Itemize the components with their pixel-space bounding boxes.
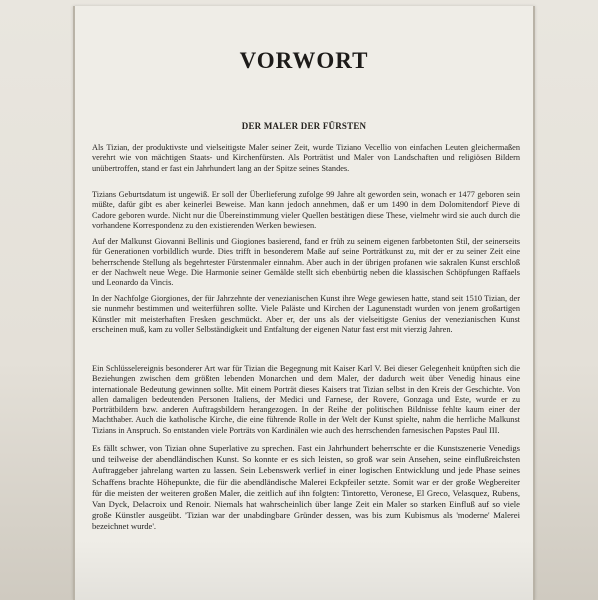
document-page <box>73 6 535 600</box>
paragraph-2: Tizians Geburtsdatum ist ungewiß. Er soll der Überlieferung zufolge 99 Jahre alt geworden sein, wonach er 1477 geboren sein müßte, dafür gibt es aber keinerlei Beweise. Man kann jedoch annehmen, daß er um 1490 in dem Dolomitendorf Pieve di Cadore geboren wurde. Nicht nur die Übereinstimmung vieler Quellen bestätigen diese These, vielmehr wird sie auch durch die vorhandene Korrespondenz zu den existierenden Werken bewiesen. <box>92 190 520 230</box>
document-subtitle: DER MALER DER FÜRSTEN <box>241 121 367 131</box>
paragraph-1: Als Tizian, der produktivste und vielseitigste Maler seiner Zeit, wurde Tiziano Vecellio von einfachen Leuten gleichermaßen verehrt wie von mächtigen Staats- und Kirchenfürsten. Als Porträtist und Maler von Landschaften und religiösen Bildern unübertroffen, stand er fast ein Jahrhundert lang an der Spitze seines Standes. <box>92 143 520 173</box>
photo-shadow <box>75 540 533 600</box>
paragraph-6: Es fällt schwer, von Tizian ohne Superlative zu sprechen. Fast ein Jahrhundert beherrschte er die Kunstszenerie Venedigs und teilweise der abendländischen Kunst. So konnte er es sich leisten, so groß war sein Ansehen, seine einflußreichsten Auftraggeber jahrelang warten zu lassen. Sein Lebenswerk verlief in einer logischen Entwicklung und jede Phase seines Schaffens brachte Höhepunkte, die für die abendländische Malerei Eckpfeiler setzte. Somit war er der große Wegbereiter für die meisten der weiteren großen Maler, die zeitlich auf ihn folgten: Tintoretto, Veronese, El Greco, Velasquez, Rubens, Van Dyck, Delacroix und Renoir. Niemals hat wahrscheinlich über lange Zeit ein Maler so starken Einfluß auf so viele große Künstler ausgeübt. 'Tizian war der unabdingbare Gründer dessen, was bis zum Kubismus als 'moderne' Malerei bezeichnet wurde'. <box>92 443 520 532</box>
paragraph-4: In der Nachfolge Giorgiones, der für Jahrzehnte der venezianischen Kunst ihre Wege gewiesen hatte, stand seit 1510 Tizian, der sie nunmehr bestimmen und weiterführen sollte. Viele Paläste und Kirchen der Lagunenstadt wurden von jenem großartigen Künstler mit meisterhaften Fresken geschmückt. Aber er, der uns als der vielseitigste Genius der venezianischen Kunst erscheinen muß, kam zu voller Selbständigkeit und Entfaltung der eigenen Natur fast erst mit vierzig Jahren. <box>92 294 520 334</box>
paragraph-5: Ein Schlüsselereignis besonderer Art war für Tizian die Begegnung mit Kaiser Karl V. Bei dieser Gelegenheit knüpften sich die Beziehungen zwischen dem größten lebenden Monarchen und dem Maler, der dadurch weit über Venedig hinaus eine internationale Bedeutung gewinnen sollte. Mit einem Porträt dieses Kaisers trat Tizian selbst in den Kreis der Geschichte. Von allen damaligen bedeutenden Personen Italiens, der Medici und Farnese, der Rovere, Gonzaga und Este, wurde er zu Porträtbildern bzw. anderen Auftragsbildern herangezogen. In der Reihe der politischen Bildnisse fehlte kaum einer der Machthaber. Auch die katholische Kirche, die eine führende Rolle in der Welt der Kunst spielte, nahm die herrliche Malkunst Tizians in Anspruch. So entstanden viele Porträts von Kardinälen wie auch des herrschenden farnesischen Papstes Paul III. <box>92 364 520 435</box>
document-title: VORWORT <box>239 48 369 73</box>
paragraph-3: Auf der Malkunst Giovanni Bellinis und Giogiones basierend, fand er früh zu seinem eigenen farbbetonten Stil, der seinerseits für Generationen vorbildlich wurde. Dies trifft in besonderem Maße auf seine Porträtkunst zu, mit der er zu seiner Zeit eine beherrschende Stellung als begehrtester Fürstenmaler einnahm. Aber auch in der übrigen profanen wie sakralen Kunst erschloß er der Nachwelt neue Wege. Die Harmonie seiner Gemälde stellt sich ebenbürtig neben die klassischen Schöpfungen Raffaels und Leonardo da Vincis. <box>92 237 520 288</box>
